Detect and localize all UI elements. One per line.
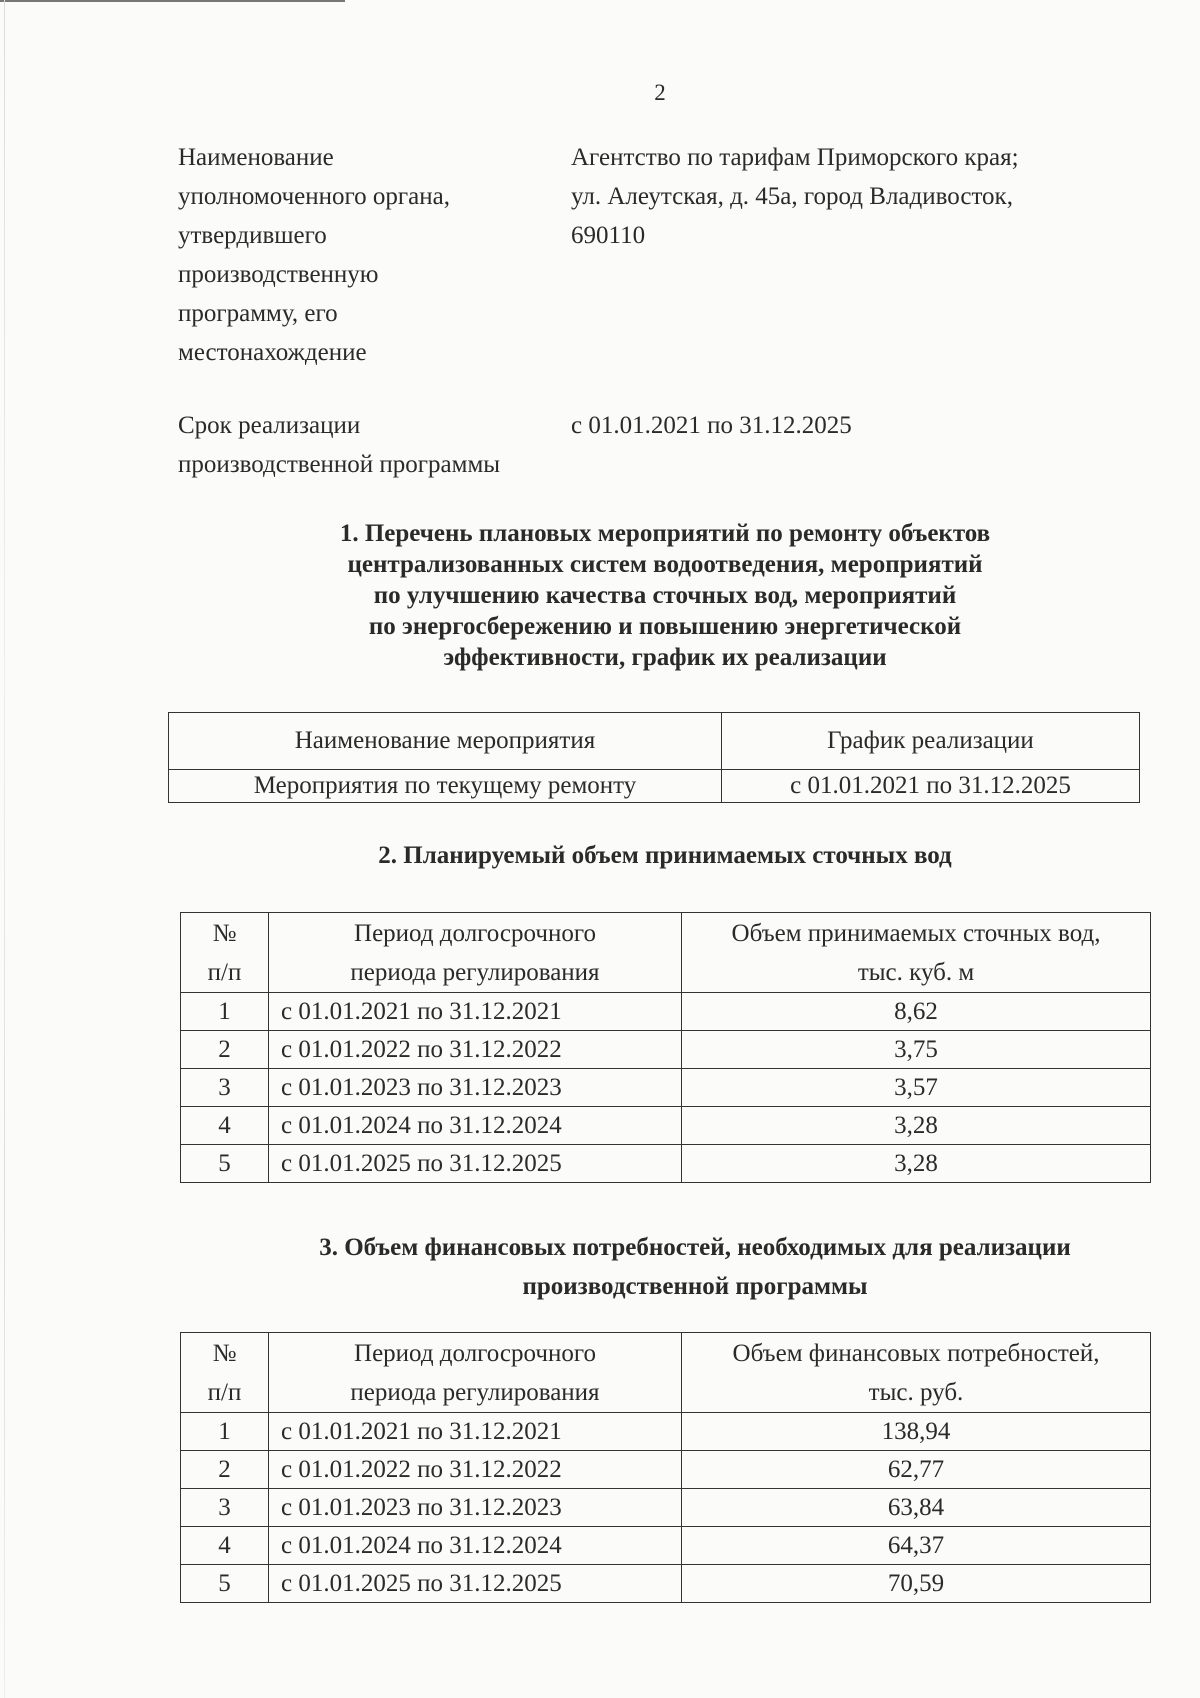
column-header-volume: Объем принимаемых сточных вод, тыс. куб. м <box>682 913 1151 993</box>
table-row: 4 с 01.01.2024 по 31.12.2024 3,28 <box>181 1107 1151 1145</box>
column-header: График реализации <box>722 713 1140 770</box>
section2-title: 2. Планируемый объем принимаемых сточных вод <box>378 842 952 869</box>
authority-value: Агентство по тарифам Приморского края; ул. Алеутская, д. 45а, город Владивосток, 690110 <box>571 144 1019 249</box>
column-header-number: № п/п <box>181 913 269 993</box>
table-header-row <box>169 713 1140 770</box>
table-row: 1 с 01.01.2021 по 31.12.2021 138,94 <box>181 1413 1151 1451</box>
term-value: с 01.01.2021 по 31.12.2025 <box>571 412 852 439</box>
table-row: 3 с 01.01.2023 по 31.12.2023 63,84 <box>181 1489 1151 1527</box>
table-row: 5 с 01.01.2025 по 31.12.2025 3,28 <box>181 1145 1151 1183</box>
wastewater-volume-table <box>180 912 1151 1183</box>
table-header-row <box>181 1333 1151 1413</box>
measure-name: Мероприятия по текущему ремонту <box>169 770 722 803</box>
measures-table <box>168 712 1140 803</box>
table-row: 4 с 01.01.2024 по 31.12.2024 64,37 <box>181 1527 1151 1565</box>
table-row: 2 с 01.01.2022 по 31.12.2022 62,77 <box>181 1451 1151 1489</box>
page-number: 2 <box>654 80 666 105</box>
authority-label: Наименование уполномоченного органа, утвердившего производственную программу, его местонахождение <box>178 144 450 366</box>
financial-needs-table <box>180 1332 1151 1603</box>
scan-edge-left <box>4 0 5 1698</box>
table-row: 1 с 01.01.2021 по 31.12.2021 8,62 <box>181 993 1151 1031</box>
table-row: 2 с 01.01.2022 по 31.12.2022 3,75 <box>181 1031 1151 1069</box>
column-header-period: Период долгосрочного периода регулирования <box>269 913 682 993</box>
section1-title: 1. Перечень плановых мероприятий по ремонту объектов централизованных систем водоотведения, мероприятий по улучшению качества сточных вод, мероприятий по энергосбережению и повышению энергетической эффективности, график их реализации <box>339 520 991 671</box>
term-label: Срок реализации производственной программы <box>178 412 501 478</box>
table-row: 3 с 01.01.2023 по 31.12.2023 3,57 <box>181 1069 1151 1107</box>
column-header-finance: Объем финансовых потребностей, тыс. руб. <box>682 1333 1151 1413</box>
column-header-period: Период долгосрочного периода регулирования <box>269 1333 682 1413</box>
measure-schedule: с 01.01.2021 по 31.12.2025 <box>722 770 1140 803</box>
table-row <box>169 770 1140 803</box>
table-header-row <box>181 913 1151 993</box>
column-header: Наименование мероприятия <box>169 713 722 770</box>
scan-edge-top <box>0 0 345 2</box>
section3-title: 3. Объем финансовых потребностей, необходимых для реализации производственной программы <box>319 1234 1071 1300</box>
column-header-number: № п/п <box>181 1333 269 1413</box>
table-row: 5 с 01.01.2025 по 31.12.2025 70,59 <box>181 1565 1151 1603</box>
